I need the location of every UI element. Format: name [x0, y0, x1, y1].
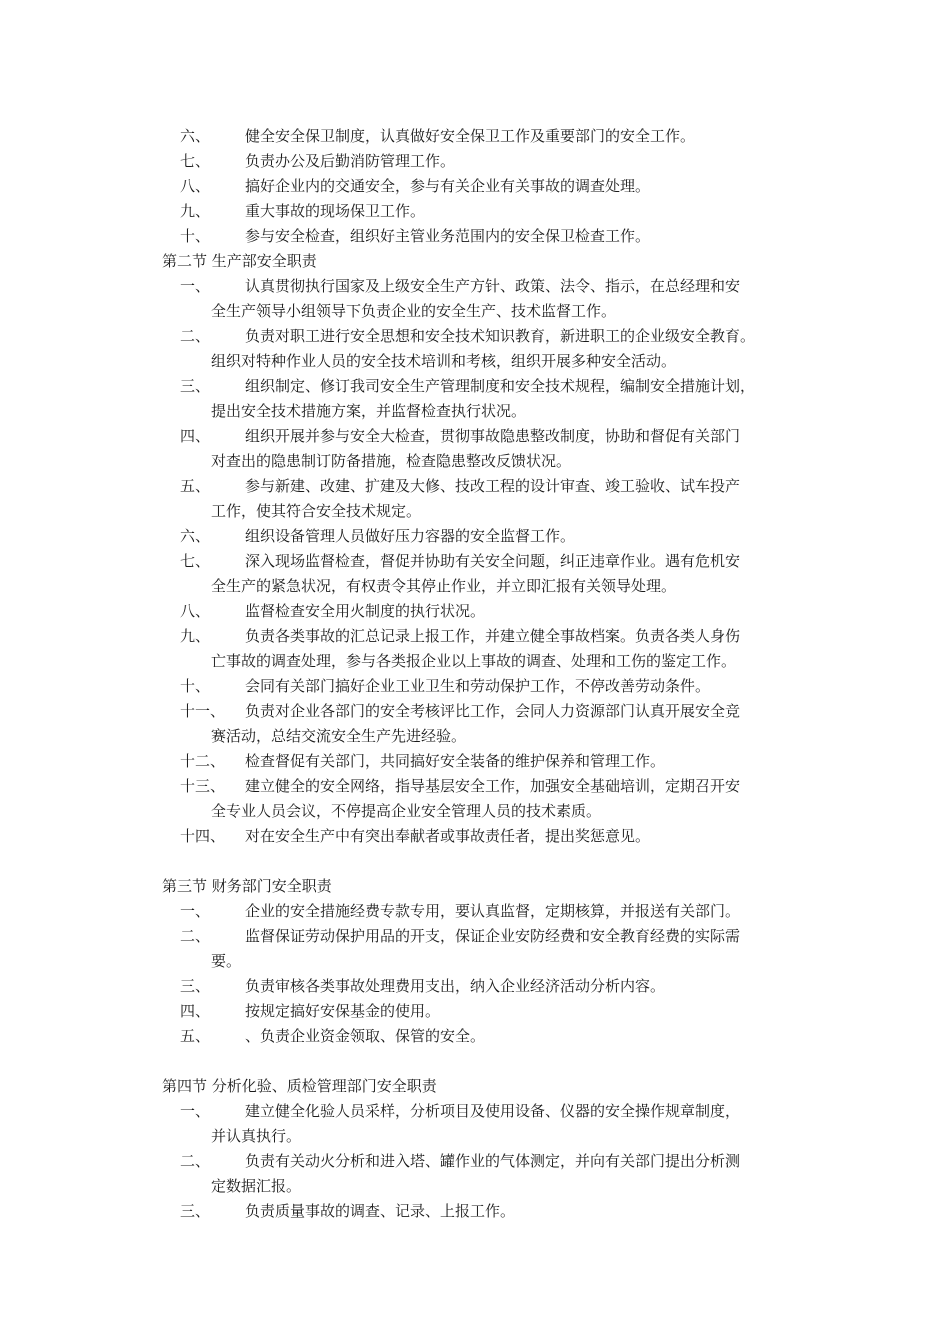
- list-item-text: 参与安全检查，组织好主管业务范围内的安全保卫检查工作。: [245, 227, 651, 245]
- document-body: [0, 124, 950, 1224]
- section-heading: [0, 249, 950, 274]
- list-item: [0, 324, 950, 349]
- list-item-text: 健全安全保卫制度，认真做好安全保卫工作及重要部门的安全工作。: [245, 127, 696, 145]
- list-item-number: 十三、: [180, 777, 226, 795]
- list-item-continuation: [0, 799, 950, 824]
- list-item-text: 认真贯彻执行国家及上级安全生产方针、政策、法令、指示，在总经理和安: [245, 277, 741, 295]
- list-item-continuation: [0, 649, 950, 674]
- list-item-text: 监督检查安全用火制度的执行状况。: [245, 602, 486, 620]
- list-item: [0, 224, 950, 249]
- list-item: [0, 524, 950, 549]
- list-item-text: 提出安全技术措施方案，并监督检查执行状况。: [211, 402, 527, 420]
- list-item-text: 负责对职工进行安全思想和安全技术知识教育，新进职工的企业级安全教育。: [245, 327, 756, 345]
- list-item-number: 五、: [180, 477, 211, 495]
- list-item-text: 组织开展并参与安全大检查，贯彻事故隐患整改制度，协助和督促有关部门: [245, 427, 741, 445]
- list-item-number: 四、: [180, 1002, 211, 1020]
- list-item: [0, 424, 950, 449]
- list-item: [0, 1199, 950, 1224]
- list-item-number: 九、: [180, 627, 211, 645]
- section-spacer: [0, 849, 950, 874]
- list-item-number: 七、: [180, 552, 211, 570]
- list-item-number: 六、: [180, 527, 211, 545]
- list-item-text: 要。: [211, 952, 242, 970]
- list-item-text: 全专业人员会议，不停提高企业安全管理人员的技术素质。: [211, 802, 602, 820]
- list-item-number: 十、: [180, 677, 211, 695]
- list-item-text: 组织制定、修订我司安全生产管理制度和安全技术规程，编制安全措施计划，: [245, 377, 756, 395]
- list-item: [0, 549, 950, 574]
- list-item-number: 四、: [180, 427, 211, 445]
- list-item: [0, 924, 950, 949]
- section-heading-text: 第二节 生产部安全职责: [162, 252, 317, 270]
- list-item-number: 二、: [180, 927, 211, 945]
- list-item-text: 并认真执行。: [211, 1127, 302, 1145]
- list-item-number: 五、: [180, 1027, 211, 1045]
- list-item-continuation: [0, 349, 950, 374]
- list-item-text: 对查出的隐患制订防备措施，检查隐患整改反馈状况。: [211, 452, 572, 470]
- section-heading: [0, 1074, 950, 1099]
- list-item-text: 全生产的紧急状况，有权责令其停止作业，并立即汇报有关领导处理。: [211, 577, 677, 595]
- list-item: [0, 199, 950, 224]
- list-item-number: 一、: [180, 277, 211, 295]
- list-item-text: 负责审核各类事故处理费用支出，纳入企业经济活动分析内容。: [245, 977, 666, 995]
- list-item-text: 重大事故的现场保卫工作。: [245, 202, 426, 220]
- list-item: [0, 774, 950, 799]
- list-item-text: 建立健全的安全网络，指导基层安全工作，加强安全基础培训，定期召开安: [245, 777, 741, 795]
- list-item-number: 一、: [180, 902, 211, 920]
- section-heading: [0, 874, 950, 899]
- list-item-text: 组织对特种作业人员的安全技术培训和考核，组织开展多种安全活动。: [211, 352, 677, 370]
- list-item: [0, 899, 950, 924]
- list-item-number: 十四、: [180, 827, 226, 845]
- list-item-number: 三、: [180, 377, 211, 395]
- list-item-text: 全生产领导小组领导下负责企业的安全生产、技术监督工作。: [211, 302, 617, 320]
- list-item: [0, 374, 950, 399]
- list-item: [0, 1149, 950, 1174]
- list-item-text: 组织设备管理人员做好压力容器的安全监督工作。: [245, 527, 576, 545]
- list-item-continuation: [0, 449, 950, 474]
- list-item-number: 十一、: [180, 702, 226, 720]
- list-item-number: 三、: [180, 1202, 211, 1220]
- list-item: [0, 624, 950, 649]
- list-item-text: 负责对企业各部门的安全考核评比工作，会同人力资源部门认真开展安全竞: [245, 702, 741, 720]
- list-item-number: 十、: [180, 227, 211, 245]
- list-item-continuation: [0, 299, 950, 324]
- list-item: [0, 149, 950, 174]
- list-item-text: 负责各类事故的汇总记录上报工作，并建立健全事故档案。负责各类人身伤: [245, 627, 741, 645]
- list-item-text: 负责办公及后勤消防管理工作。: [245, 152, 456, 170]
- list-item-text: 定数据汇报。: [211, 1177, 302, 1195]
- list-item-continuation: [0, 724, 950, 749]
- list-item-text: 企业的安全措施经费专款专用，要认真监督，定期核算，并报送有关部门。: [245, 902, 741, 920]
- list-item-text: 负责质量事故的调查、记录、上报工作。: [245, 1202, 516, 1220]
- list-item-text: 搞好企业内的交通安全，参与有关企业有关事故的调查处理。: [245, 177, 651, 195]
- section-spacer: [0, 1049, 950, 1074]
- list-item-text: 亡事故的调查处理，参与各类报企业以上事故的调查、处理和工伤的鉴定工作。: [211, 652, 737, 670]
- list-item-number: 十二、: [180, 752, 226, 770]
- list-item: [0, 174, 950, 199]
- list-item: [0, 1024, 950, 1049]
- list-item-text: 检查督促有关部门，共同搞好安全装备的维护保养和管理工作。: [245, 752, 666, 770]
- list-item-text: 会同有关部门搞好企业工业卫生和劳动保护工作，不停改善劳动条件。: [245, 677, 711, 695]
- list-item-continuation: [0, 1124, 950, 1149]
- list-item: [0, 274, 950, 299]
- list-item-number: 八、: [180, 177, 211, 195]
- list-item: [0, 824, 950, 849]
- list-item-continuation: [0, 499, 950, 524]
- list-item-continuation: [0, 399, 950, 424]
- list-item-text: 监督保证劳动保护用品的开支，保证企业安防经费和安全教育经费的实际需: [245, 927, 741, 945]
- list-item-continuation: [0, 949, 950, 974]
- list-item-number: 六、: [180, 127, 211, 145]
- section-heading-text: 第三节 财务部门安全职责: [162, 877, 332, 895]
- list-item: [0, 124, 950, 149]
- section-heading-text: 第四节 分析化验、质检管理部门安全职责: [162, 1077, 437, 1095]
- list-item-number: 二、: [180, 327, 211, 345]
- list-item-text: 赛活动，总结交流安全生产先进经验。: [211, 727, 467, 745]
- list-item: [0, 1099, 950, 1124]
- list-item-text: 负责有关动火分析和进入塔、罐作业的气体测定，并向有关部门提出分析测: [245, 1152, 741, 1170]
- list-item: [0, 699, 950, 724]
- list-item: [0, 674, 950, 699]
- list-item-number: 九、: [180, 202, 211, 220]
- list-item-text: 对在安全生产中有突出奉献者或事故责任者，提出奖惩意见。: [245, 827, 651, 845]
- list-item-continuation: [0, 1174, 950, 1199]
- list-item-text: 按规定搞好安保基金的使用。: [245, 1002, 441, 1020]
- list-item: [0, 749, 950, 774]
- list-item-text: 、负责企业资金领取、保管的安全。: [245, 1027, 486, 1045]
- list-item-text: 深入现场监督检查，督促并协助有关安全问题，纠正违章作业。遇有危机安: [245, 552, 741, 570]
- list-item: [0, 999, 950, 1024]
- list-item-number: 七、: [180, 152, 211, 170]
- list-item-number: 三、: [180, 977, 211, 995]
- list-item-continuation: [0, 574, 950, 599]
- list-item: [0, 599, 950, 624]
- list-item-number: 二、: [180, 1152, 211, 1170]
- list-item: [0, 974, 950, 999]
- list-item-text: 工作，使其符合安全技术规定。: [211, 502, 422, 520]
- list-item: [0, 474, 950, 499]
- list-item-text: 建立健全化验人员采样，分析项目及使用设备、仪器的安全操作规章制度，: [245, 1102, 741, 1120]
- list-item-number: 一、: [180, 1102, 211, 1120]
- list-item-number: 八、: [180, 602, 211, 620]
- list-item-text: 参与新建、改建、扩建及大修、技改工程的设计审查、竣工验收、试车投产: [245, 477, 741, 495]
